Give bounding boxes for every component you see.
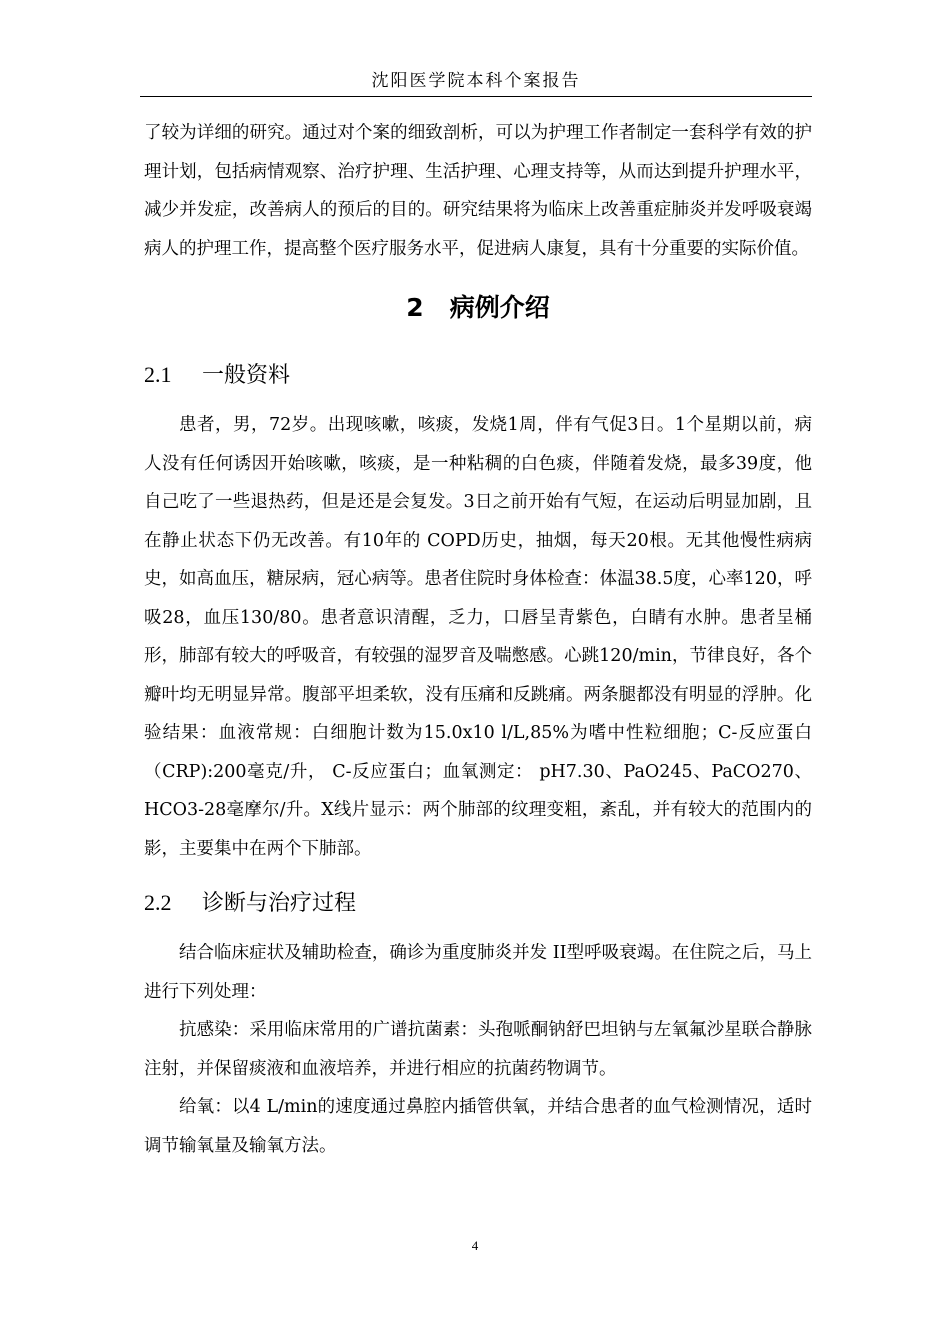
- section-number: 2.1: [144, 362, 172, 387]
- anti-infection-paragraph: 抗感染：采用临床常用的广谱抗菌素：头孢哌酮钠舒巴坦钠与左氧氟沙星联合静脉注射，并保留痰液和血液培养，并进行相应的抗菌药物调节。: [144, 1020, 812, 1079]
- oxygen-therapy-paragraph: 给氧：以4 L/min的速度通过鼻腔内插管供氧，并结合患者的血气检测情况，适时调节输氧量及输氧方法。: [144, 1097, 812, 1156]
- section-number: 2.2: [144, 890, 172, 915]
- page-header: [140, 66, 812, 97]
- chapter-title: 病例介绍: [449, 293, 550, 322]
- header-title: 沈阳医学院本科个案报告: [371, 71, 581, 91]
- page-body: [144, 114, 812, 1165]
- section-heading-2-1: [144, 352, 812, 398]
- section-heading-2-2: [144, 880, 812, 926]
- case-history-paragraph: 患者，男，72岁。出现咳嗽，咳痰，发烧1周，伴有气促3日。1个星期以前，病人没有任何诱因开始咳嗽，咳痰，是一种粘稠的白色痰，伴随着发烧，最多39度，他自己吃了一些退热药，但是还是会复发。3日之前开始有气短，在运动后明显加剧，且在静止状态下仍无改善。有10年的 COPD历史，抽烟，每天20根。无其他慢性病病史，如高血压，糖尿病，冠心病等。患者住院时身体检查：体温38.5度，心率120，呼吸28，血压130/80。患者意识清醒，乏力，口唇呈青紫色，白睛有水肿。患者呈桶形，肺部有较大的呼吸音，有较强的湿罗音及喘憋感。心跳120/min，节律良好，各个瓣叶均无明显异常。腹部平坦柔软，没有压痛和反跳痛。两条腿都没有明显的浮肿。化验结果：血液常规：白细胞计数为15.0x10 l/L,85%为嗜中性粒细胞；C-反应蛋白（CRP):200毫克/升， C-反应蛋白；血氧测定： pH7.30、PaO245、PaCO270、HCO3-28毫摩尔/升。X线片显示：两个肺部的纹理变粗，紊乱，并有较大的范围内的影，主要集中在两个下肺部。: [144, 415, 812, 859]
- diagnosis-paragraph: 结合临床症状及辅助检查，确诊为重度肺炎并发 II型呼吸衰竭。在住院之后，马上进行下列处理：: [144, 943, 812, 1002]
- intro-paragraph: 了较为详细的研究。通过对个案的细致剖析，可以为护理工作者制定一套科学有效的护理计划，包括病情观察、治疗护理、生活护理、心理支持等，从而达到提升护理水平，减少并发症，改善病人的预后的目的。研究结果将为临床上改善重症肺炎并发呼吸衰竭病人的护理工作，提高整个医疗服务水平，促进病人康复，具有十分重要的实际价值。: [144, 123, 812, 259]
- chapter-heading: [144, 282, 812, 334]
- section-title: 诊断与治疗过程: [202, 891, 357, 916]
- section-title: 一般资料: [202, 363, 291, 388]
- page-number: 4: [471, 1238, 479, 1253]
- chapter-number: 2: [406, 293, 424, 322]
